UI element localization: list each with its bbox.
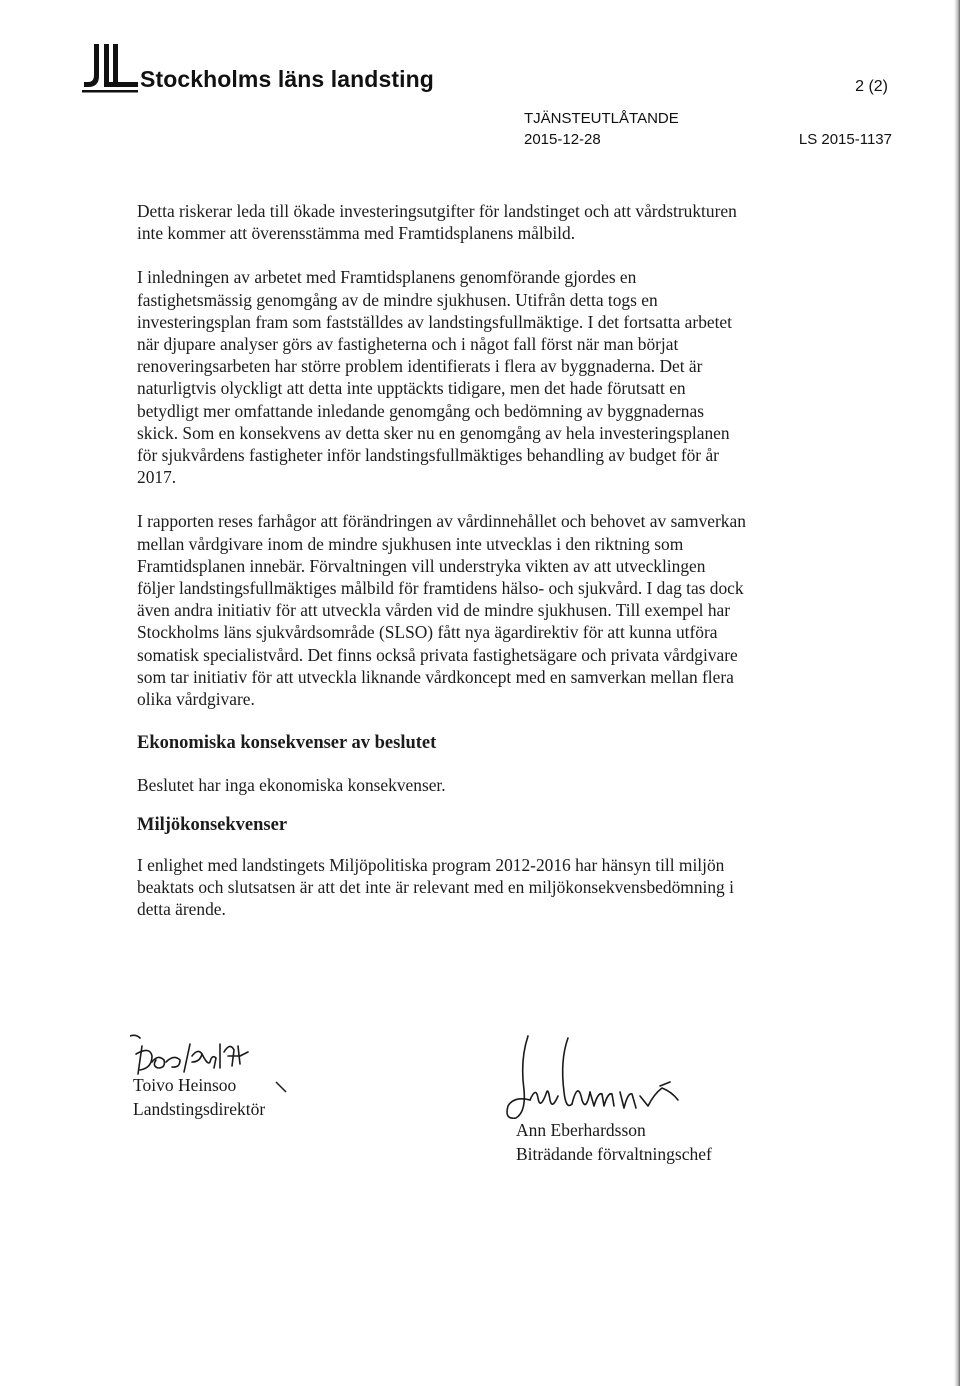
heading-environmental-consequences: Miljökonsekvenser: [137, 814, 288, 835]
signature-block-left: [130, 1032, 350, 1122]
sll-logo-graphic: [80, 40, 140, 94]
paragraph-economic: Beslutet har inga ekonomiska konsekvenser.: [137, 775, 446, 796]
handwritten-signature-right: [490, 1030, 750, 1130]
heading-economic-consequences: Ekonomiska konsekvenser av beslutet: [137, 733, 437, 754]
document-reference: LS 2015-1137: [798, 131, 892, 148]
paragraph-risk: Detta riskerar leda till ökade investeringsutgifter för landstinget och att vårdstrukturen inte kommer att överensstämma med Framtidsplanens målbild.: [137, 201, 737, 244]
paragraph-report-concerns: I rapporten reses farhågor att förändringen av vårdinnehållet och behovet av samverkan mellan vårdgivare inom de mindre sjukhusen inte utvecklas i den riktning som Framtidsplanen innebär. Förvaltningen vill understryka vikten av att utvecklingen följer landstingsfullmäktiges målbild för framtidens hälso- och sjukvård. I dag tas dock även andra initiativ för att utveckla vården vid de mindre sjukhusen. Till exempel har Stockholms läns sjukvårdsområde (SLSO) fått nya ägardirektiv för att kunna utföra somatisk specialistvård. Det finns också privata fastighetsägare och privata vårdgivare som tar initiativ för att utveckla liknande vårdkoncept med en samverkan mellan flera olika vårdgivare.: [137, 511, 746, 710]
signature-block-right: [490, 1030, 790, 1170]
document-date: 2015-12-28: [524, 131, 601, 148]
document-type: TJÄNSTEUTLÅTANDE: [524, 110, 679, 127]
paragraph-environmental: I enlighet med landstingets Miljöpolitiska program 2012-2016 har hänsyn till miljön beaktats och slutsatsen är att det inte är relevant med en miljökonsekvensbedömning i detta ärende.: [137, 854, 734, 920]
page-number: 2 (2): [855, 78, 888, 95]
signatory-left-title: Landstingsdirektör: [133, 1099, 266, 1119]
scan-edge-shadow: [954, 0, 960, 1386]
organization-name: Stockholms läns landsting: [140, 66, 434, 92]
document-body: [137, 200, 747, 942]
sll-logo-icon: [80, 40, 140, 94]
signature-tick-mark: [274, 1080, 288, 1094]
signatory-right-title: Biträdande förvaltningschef: [516, 1144, 712, 1164]
signatory-right-name: Ann Eberhardsson: [516, 1120, 646, 1140]
paragraph-investment-plan: I inledningen av arbetet med Framtidsplanens genomförande gjordes en fastighetsmässig genomgång av de mindre sjukhusen. Utifrån detta togs en investeringsplan fram som fastställdes av landstingsfullmäktige. I det fortsatta arbetet när djupare analyser görs av fastigheterna och i något fall först när man börjat renoveringsarbeten har större problem identifierats i flera av byggnaderna. Det är naturligtvis olyckligt att detta inte upptäckts tidigare, men det hade förutsatt en betydligt mer omfattande inledande genomgång och bedömning av byggnadernas skick. Som en konsekvens av detta sker nu en genomgång av hela investeringsplanen för sjukvårdens fastigheter inför landstingsfullmäktiges behandling av budget för år 2017.: [137, 267, 732, 488]
signatory-left-name: Toivo Heinsoo: [133, 1075, 237, 1095]
